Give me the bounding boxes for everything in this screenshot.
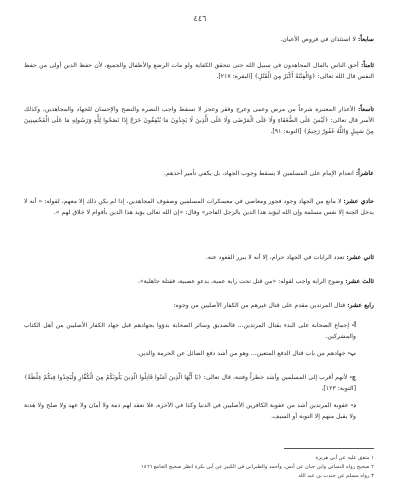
item-text: عقوبة المرتدين أشد من عقوبة الكافرين الأصليين في الدنيا وكذا في الآخرة. فلا تعقد لهم ذمة ولا أمان ولا عهد ولا صلح ولا هدنة ولا يقبل منهم إلا التوبة أو السيف.	[24, 402, 356, 420]
paragraph-lead: حادي عشر:	[343, 198, 374, 205]
footnote: ٣ رواه مسلم عن جندب بن عبد الله	[298, 473, 374, 479]
page-number: ٤٤٦	[193, 14, 207, 23]
list-item-c	[24, 372, 356, 394]
paragraph-text: لا مانع من الجهاد وجود فجور ومعاصي في معسكرات المسلمين وصفوف المجاهدين، إذا لم يكن ذلك إلا معهم، لقوله: « أنه لا يدخل الجنة إلا نفس مسلمة وإن الله ليؤيد هذا الدين بالرجل الفاجر» وقال: «إن الله تعالى يؤيد هذا الدين بأقوام لا خلاق لهم ».	[24, 198, 374, 216]
paragraph-13	[24, 276, 374, 287]
paragraph-lead: سابعاً:	[358, 36, 374, 43]
item-text: إجماع الصحابة على البدء بقتال المرتدين... فالصديق وسائر الصحابة بدؤوا بجهادهم قبل جهاد الكفار الأصليين من أهل الكتاب والمشركين.	[24, 322, 356, 340]
item-text: لأنهم أقرب إلى المسلمين وأشد خطراً وفتنة، قال تعالى: ﴿يَا أَيُّهَا الَّذِينَ آمَنُوا قَاتِلُوا الَّذِينَ يَلُونَكُمْ مِنَ الْكُفَّارِ وَلْيَجِدُوا فِيكُمْ غِلْظَةً﴾ [التوبة: ١٢٣].	[24, 374, 356, 392]
paragraph-lead: عاشراً:	[355, 170, 374, 177]
paragraph-text: قتال المرتدين مقدم على قتال غيرهم من الكفار الأصليين من وجوه:	[173, 302, 346, 309]
paragraph-7	[24, 34, 374, 45]
paragraph-lead: ثالث عشر:	[345, 278, 374, 285]
item-lead: ب-	[347, 350, 356, 357]
paragraph-text: الأعذار المعتبرة شرعاً من مرض وعمى وعرج وفقر وعجز لا تسقط واجب النصرة والنصح والإحسان للجهاد والمجاهدين، وكذلك الأسر قال تعالى: ﴿لَيْسَ عَلَى الضُّعَفَاءِ وَلَا عَلَى الْمَرْضَى وَلَا عَلَى الَّذِينَ لَا يَجِدُونَ مَا يُنْفِقُونَ حَرَجٌ إِذَا نَصَحُوا لِلَّهِ وَرَسُولِهِ مَا عَلَى الْمُحْسِنِينَ مِنْ سَبِيلٍ وَاللَّهُ غَفُورٌ رَحِيمٌ﴾ [التوبة: ٩١].	[24, 106, 374, 135]
paragraph-12	[24, 252, 374, 263]
item-lead: أ-	[351, 322, 356, 329]
paragraph-lead: رابع عشر:	[347, 302, 374, 309]
list-item-b	[24, 348, 356, 359]
footnote: ٢ صحيح رواه النسائي وابن حبان عن أنس، وأحمد والطبراني في الكبير عن أبي بكرة انظر صحيح الجامع ١٨٦٦	[140, 464, 374, 470]
item-text: جهادهم من باب قتال الدفع المتعين... وهو من أشد دفع الصائل عن الحرمة والدين.	[136, 350, 346, 357]
footnote-divider	[284, 448, 374, 449]
paragraph-8	[24, 60, 374, 82]
item-lead: ج-	[349, 374, 356, 381]
paragraph-text: تعدد الرايات في الجهاد حرام، إلا أنه لا يبرر القعود عنه.	[205, 254, 345, 261]
paragraph-14	[24, 300, 374, 311]
footnote: ١ متفق عليه عن أبي هريرة	[315, 455, 374, 461]
paragraph-lead: ثامناً:	[361, 62, 374, 69]
paragraph-text: وضوح الراية واجب لقوله: «من قتل تحت راية عمية، يدعو عصبية، فقتلة جاهلية».	[137, 278, 344, 285]
paragraph-text: لا استئذان في فروض الأعيان.	[280, 36, 357, 43]
list-item-a	[24, 320, 356, 342]
paragraph-lead: ثاني عشر:	[346, 254, 374, 261]
list-item-d	[24, 400, 356, 422]
paragraph-text: أحق الناس بالمال المجاهدون في سبيل الله حتى تتحقق الكفاية ولو مات الرضع والأطفال والجميع، لأن حفظ الدين أولى من حفظ النفس قال الله تعالى: ﴿وَالْفِتْنَةُ أَكْبَرُ مِنَ الْقَتْلِ﴾ [البقرة: ٢١٧].	[24, 62, 374, 80]
paragraph-9	[24, 104, 374, 137]
paragraph-text: انعدام الإمام على المسلمين لا يسقط وجوب الجهاد، بل يكفي تأمير أحدهم.	[164, 170, 354, 177]
paragraph-10	[24, 168, 374, 179]
paragraph-11	[24, 196, 374, 229]
item-lead: د-	[350, 402, 356, 409]
paragraph-lead: تاسعاً:	[358, 106, 374, 113]
